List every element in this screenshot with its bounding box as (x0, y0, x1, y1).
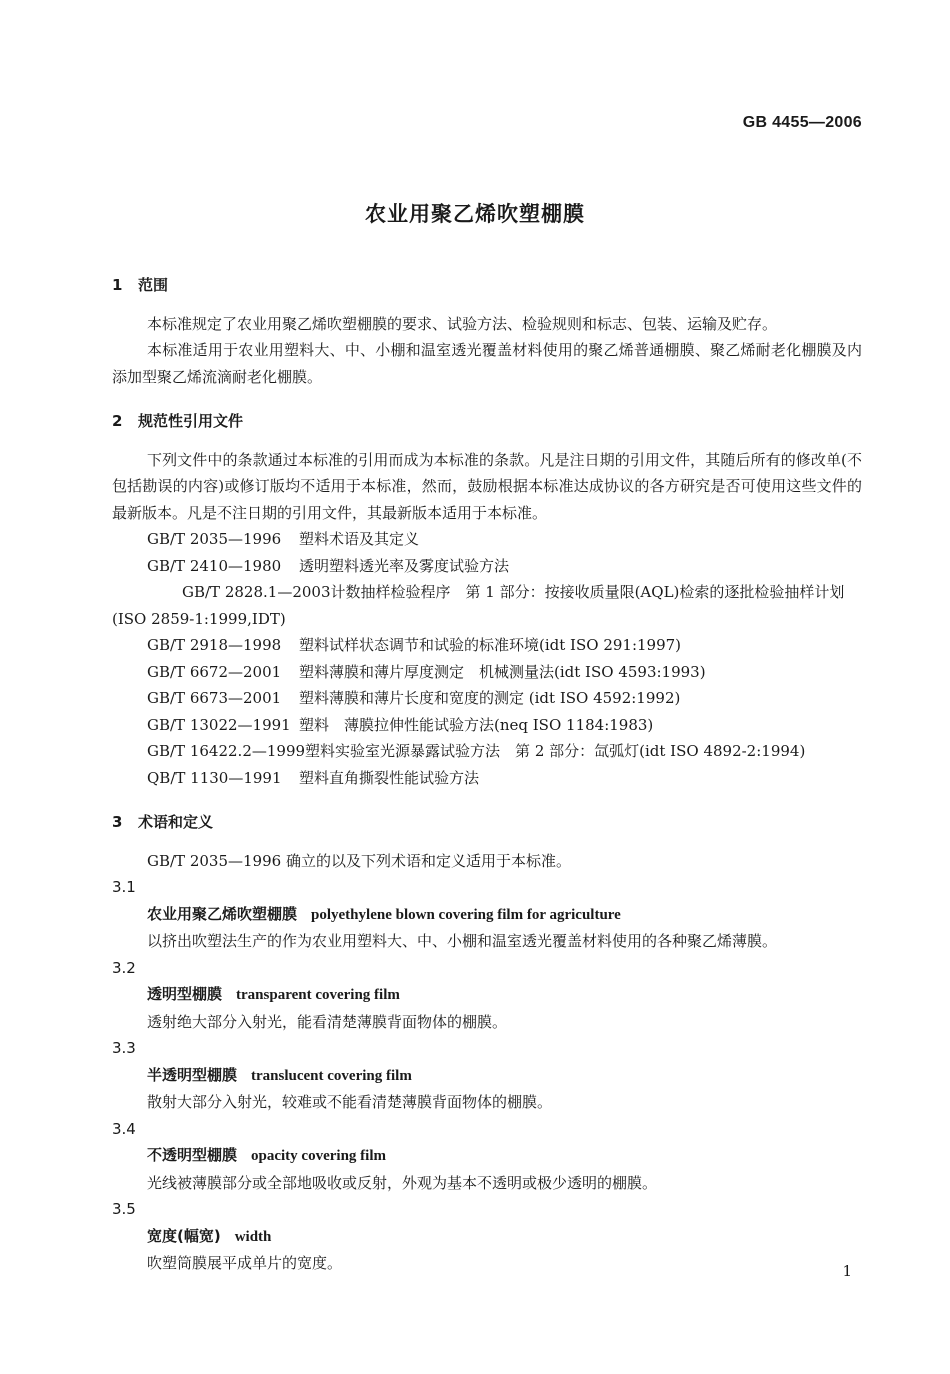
reference-code: GB/T 6672—2001 (147, 662, 282, 681)
reference-item (112, 553, 862, 580)
reference-code: GB/T 2918—1998 (147, 636, 282, 654)
section-title: 范围 (138, 276, 169, 294)
reference-code: GB/T 2828.1—2003 (182, 583, 331, 601)
term-heading (112, 1062, 862, 1090)
reference-title: 塑料直角撕裂性能试验方法 (299, 768, 480, 787)
term-english: opacity covering film (251, 1148, 386, 1164)
term-heading (112, 1223, 862, 1251)
term-number: 3.3 (112, 1039, 136, 1057)
term-english: transparent covering film (236, 987, 400, 1003)
reference-code: GB/T 13022—1991 (147, 715, 291, 734)
reference-title: 塑料 薄膜拉伸性能试验方法(neq ISO 1184:1983) (299, 715, 654, 734)
reference-item (112, 579, 862, 632)
term-english: width (234, 1228, 272, 1245)
paragraph: 本标准适用于农业用塑料大、中、小棚和温室透光覆盖材料使用的聚乙烯普通棚膜、聚乙烯耐老化棚膜及内添加型聚乙烯流滴耐老化棚膜。 (112, 341, 862, 386)
term-definition: 光线被薄膜部分或全部地吸收或反射，外观为基本不透明或极少透明的棚膜。 (147, 1173, 658, 1192)
section-title: 术语和定义 (138, 813, 214, 831)
term-definition: 透射绝大部分入射光，能看清楚薄膜背面物体的棚膜。 (147, 1012, 508, 1031)
reference-item (112, 738, 862, 765)
reference-item (112, 659, 862, 686)
reference-title: 塑料薄膜和薄片厚度测定 机械测量法(idt ISO 4593:1993) (299, 662, 706, 681)
reference-title: 计数抽样检验程序 第 1 部分：按接收质量限(AQL)检索的逐批检验抽样计划(ISO 2859-1:1999,IDT) (112, 583, 845, 628)
reference-code: GB/T 6673—2001 (147, 689, 282, 707)
standard-code: GB 4455—2006 (742, 114, 862, 131)
term-chinese: 透明型棚膜 (147, 985, 223, 1003)
section-title: 规范性引用文件 (138, 412, 244, 430)
reference-item (112, 526, 862, 553)
paragraph: GB/T 2035—1996 确立的以及下列术语和定义适用于本标准。 (147, 851, 571, 870)
term-english: translucent covering film (251, 1067, 412, 1084)
term-definition: 以挤出吹塑法生产的作为农业用塑料大、中、小棚和温室透光覆盖材料使用的各种聚乙烯薄膜。 (147, 932, 778, 950)
section-number: 1 (112, 276, 123, 294)
section-number: 3 (112, 813, 123, 831)
document-title: 农业用聚乙烯吹塑棚膜 (365, 202, 585, 226)
paragraph: 下列文件中的条款通过本标准的引用而成为本标准的条款。凡是注日期的引用文件，其随后所有的修改单(不包括勘误的内容)或修订版均不适用于本标准，然而，鼓励根据本标准达成协议的各方研究是否可使用这些文件的最新版本。凡是不注日期的引用文件，其最新版本适用于本标准。 (112, 450, 862, 522)
reference-code: GB/T 16422.2—1999 (147, 742, 306, 760)
term-chinese: 半透明型棚膜 (147, 1065, 238, 1084)
term-chinese: 农业用聚乙烯吹塑棚膜 (147, 904, 298, 923)
reference-title: 塑料薄膜和薄片长度和宽度的测定 (idt ISO 4592:1992) (299, 689, 681, 707)
reference-code: GB/T 2410—1980 (147, 556, 282, 575)
term-number: 3.2 (112, 958, 136, 977)
term-heading (112, 981, 862, 1009)
paragraph: 本标准规定了农业用聚乙烯吹塑棚膜的要求、试验方法、检验规则和标志、包装、运输及贮存。 (147, 314, 778, 333)
reference-title: 塑料试样状态调节和试验的标准环境(idt ISO 291:1997) (299, 636, 682, 654)
reference-title: 塑料实验室光源暴露试验方法 第 2 部分：氙弧灯(idt ISO 4892-2:1994) (305, 742, 806, 760)
section-3-heading (112, 809, 862, 836)
section-2-heading (112, 408, 862, 435)
term-chinese: 宽度(幅宽) (147, 1226, 221, 1245)
term-number: 3.5 (112, 1200, 136, 1218)
reference-code: GB/T 2035—1996 (147, 530, 282, 548)
term-number: 3.4 (112, 1119, 136, 1138)
page-number: 1 (842, 1262, 852, 1280)
term-number: 3.1 (112, 878, 136, 896)
term-definition: 吹塑筒膜展平成单片的宽度。 (147, 1254, 343, 1272)
term-heading (112, 901, 862, 929)
document-body (112, 272, 862, 1277)
section-number: 2 (112, 412, 123, 430)
term-english: polyethylene blown covering film for agriculture (311, 906, 621, 923)
reference-item (112, 685, 862, 712)
reference-item (112, 632, 862, 659)
reference-code: QB/T 1130—1991 (147, 768, 282, 787)
reference-item (112, 712, 862, 739)
term-heading (112, 1142, 862, 1170)
reference-title: 透明塑料透光率及雾度试验方法 (299, 556, 510, 575)
reference-title: 塑料术语及其定义 (299, 530, 420, 548)
section-1-heading (112, 272, 862, 299)
term-definition: 散射大部分入射光，较难或不能看清楚薄膜背面物体的棚膜。 (147, 1093, 553, 1111)
term-chinese: 不透明型棚膜 (147, 1146, 238, 1164)
reference-item (112, 765, 862, 792)
